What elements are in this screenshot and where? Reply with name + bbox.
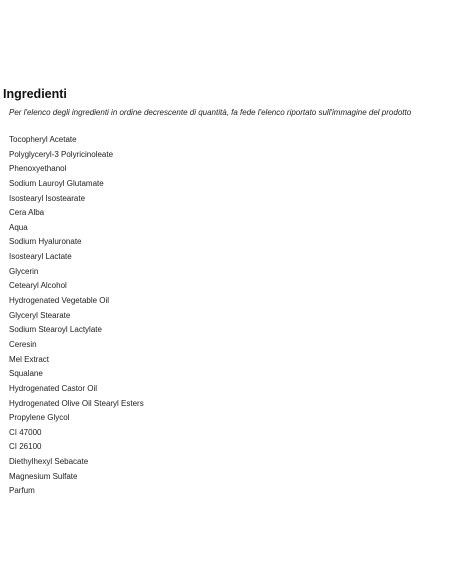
ingredient-item: Polyglyceryl-3 Polyricinoleate — [9, 149, 114, 159]
ingredient-item: Propylene Glycol — [9, 413, 70, 423]
ingredient-item: CI 47000 — [9, 427, 42, 437]
ingredient-item: Parfum — [9, 486, 35, 496]
ingredient-item: Cera Alba — [9, 208, 45, 218]
ingredient-item: Hydrogenated Vegetable Oil — [9, 296, 110, 306]
section-title: Ingredienti — [3, 87, 67, 101]
ingredient-item: Sodium Lauroyl Glutamate — [9, 178, 104, 188]
ingredient-item: Glyceryl Stearate — [9, 310, 71, 320]
ingredient-item: Sodium Hyaluronate — [9, 237, 82, 247]
ingredient-item: Hydrogenated Castor Oil — [9, 383, 98, 393]
ingredient-item: CI 26100 — [9, 442, 42, 452]
ingredient-item: Aqua — [9, 222, 28, 232]
ingredients-section — [0, 86, 452, 500]
ingredient-item: Squalane — [9, 369, 43, 379]
ingredient-item: Isostearyl Lactate — [9, 252, 72, 262]
ingredient-item: Hydrogenated Olive Oil Stearyl Esters — [9, 398, 144, 408]
ingredient-item: Isostearyl Isostearate — [9, 193, 86, 203]
ingredient-item: Ceresin — [9, 339, 37, 349]
ingredient-item: Sodium Stearoyl Lactylate — [9, 325, 102, 335]
ingredient-item: Tocopheryl Acetate — [9, 135, 77, 144]
ingredient-item: Cetearyl Alcohol — [9, 281, 67, 291]
ingredients-disclaimer: Per l'elenco degli ingredienti in ordine decrescente di quantità, fa fede l'elenco riportato sull'immagine del prodotto — [9, 108, 412, 117]
ingredient-list — [0, 134, 452, 500]
ingredient-item: Magnesium Sulfate — [9, 471, 78, 481]
ingredient-item: Phenoxyethanol — [9, 164, 67, 174]
ingredient-item: Mel Extract — [9, 354, 50, 364]
ingredient-item: Glycerin — [9, 266, 39, 276]
ingredient-item: Diethylhexyl Sebacate — [9, 457, 89, 467]
